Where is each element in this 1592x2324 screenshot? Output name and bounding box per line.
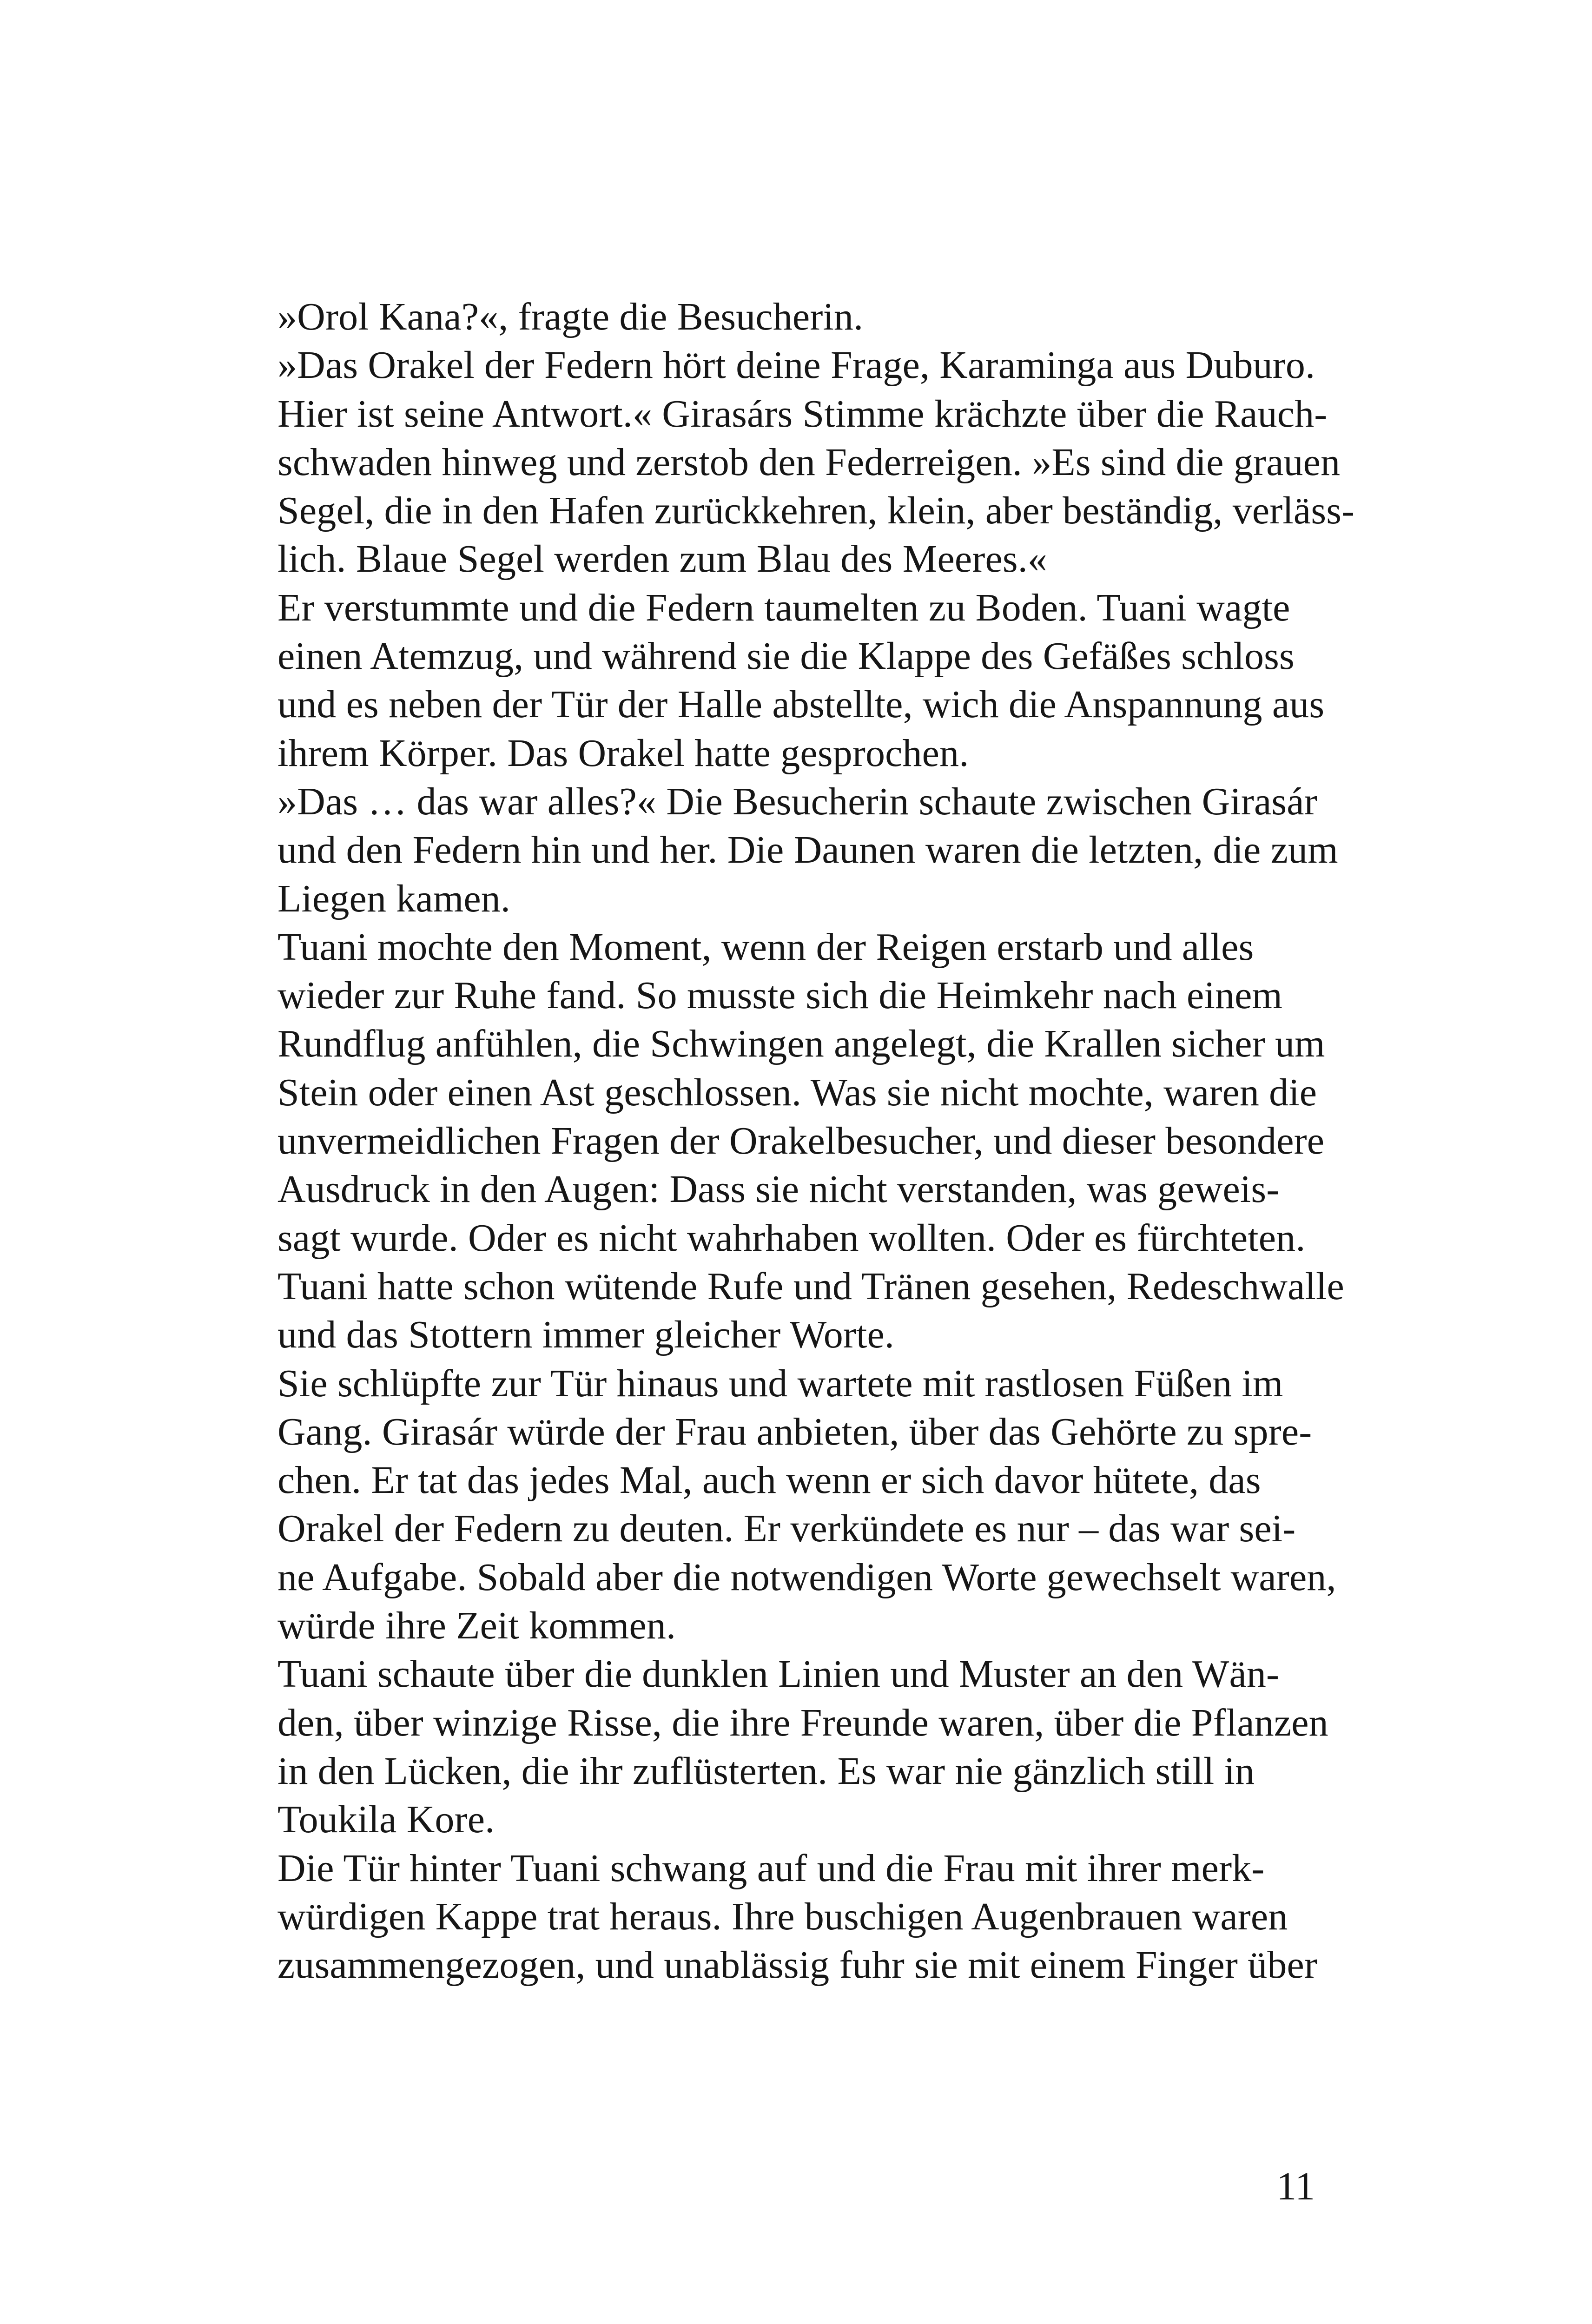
text-line: Segel, die in den Hafen zurückkehren, klein, aber beständig, verläss-	[277, 489, 1355, 533]
text-line: Ausdruck in den Augen: Dass sie nicht verstanden, was geweis-	[277, 1168, 1280, 1211]
body-text	[277, 293, 1355, 1989]
text-line: Liegen kamen.	[277, 877, 511, 920]
text-line: »Das … das war alles?« Die Besucherin schaute zwischen Girasár	[277, 779, 1317, 823]
text-line: Toukila Kore.	[277, 1798, 495, 1842]
text-line: würde ihre Zeit kommen.	[277, 1604, 676, 1648]
text-line: und den Federn hin und her. Die Daunen waren die letzten, die zum	[277, 828, 1338, 872]
text-line: Tuani schaute über die dunklen Linien und Muster an den Wän-	[277, 1652, 1280, 1696]
text-line: Hier ist seine Antwort.« Girasárs Stimme krächzte über die Rauch-	[277, 392, 1328, 436]
text-line: würdigen Kappe trat heraus. Ihre buschigen Augenbrauen waren	[277, 1895, 1288, 1938]
text-line: zusammengezogen, und unablässig fuhr sie mit einem Finger über	[277, 1943, 1318, 1987]
text-line: Er verstummte und die Federn taumelten zu Boden. Tuani wagte	[277, 586, 1290, 629]
text-line: »Orol Kana?«, fragte die Besucherin.	[277, 295, 864, 338]
text-line: Sie schlüpfte zur Tür hinaus und wartete mit rastlosen Füßen im	[277, 1361, 1283, 1405]
text-line: sagt wurde. Oder es nicht wahrhaben wollten. Oder es fürchteten.	[277, 1216, 1306, 1260]
text-line: chen. Er tat das jedes Mal, auch wenn er sich davor hütete, das	[277, 1459, 1261, 1502]
text-line: Orakel der Federn zu deuten. Er verkündete es nur – das war sei-	[277, 1507, 1296, 1551]
text-line: Stein oder einen Ast geschlossen. Was sie nicht mochte, waren die	[277, 1070, 1317, 1114]
text-line: schwaden hinweg und zerstob den Federreigen. »Es sind die grauen	[277, 440, 1341, 484]
text-line: Tuani mochte den Moment, wenn der Reigen erstarb und alles	[277, 925, 1254, 969]
text-line: Die Tür hinter Tuani schwang auf und die Frau mit ihrer merk-	[277, 1846, 1265, 1890]
text-line: und das Stottern immer gleicher Worte.	[277, 1313, 895, 1357]
text-line: »Das Orakel der Federn hört deine Frage, Karaminga aus Duburo.	[277, 343, 1315, 387]
text-line: Rundflug anfühlen, die Schwingen angelegt, die Krallen sicher um	[277, 1022, 1325, 1066]
text-line: Gang. Girasár würde der Frau anbieten, über das Gehörte zu spre-	[277, 1410, 1312, 1453]
text-line: den, über winzige Risse, die ihre Freunde waren, über die Pflanzen	[277, 1701, 1328, 1744]
text-line: einen Atemzug, und während sie die Klappe des Gefäßes schloss	[277, 634, 1295, 678]
text-line: ihrem Körper. Das Orakel hatte gesprochen.	[277, 731, 969, 775]
text-line: in den Lücken, die ihr zuflüsterten. Es war nie gänzlich still in	[277, 1749, 1255, 1793]
text-line: unvermeidlichen Fragen der Orakelbesucher, und dieser besondere	[277, 1119, 1325, 1163]
text-line: lich. Blaue Segel werden zum Blau des Meeres.«	[277, 537, 1048, 581]
text-line: Tuani hatte schon wütende Rufe und Tränen gesehen, Redeschwalle	[277, 1264, 1344, 1308]
page-number: 11	[1276, 2164, 1315, 2208]
text-line: und es neben der Tür der Halle abstellte, wich die Anspannung aus	[277, 683, 1325, 726]
text-line: ne Aufgabe. Sobald aber die notwendigen Worte gewechselt waren,	[277, 1555, 1336, 1599]
text-line: wieder zur Ruhe fand. So musste sich die Heimkehr nach einem	[277, 974, 1283, 1017]
